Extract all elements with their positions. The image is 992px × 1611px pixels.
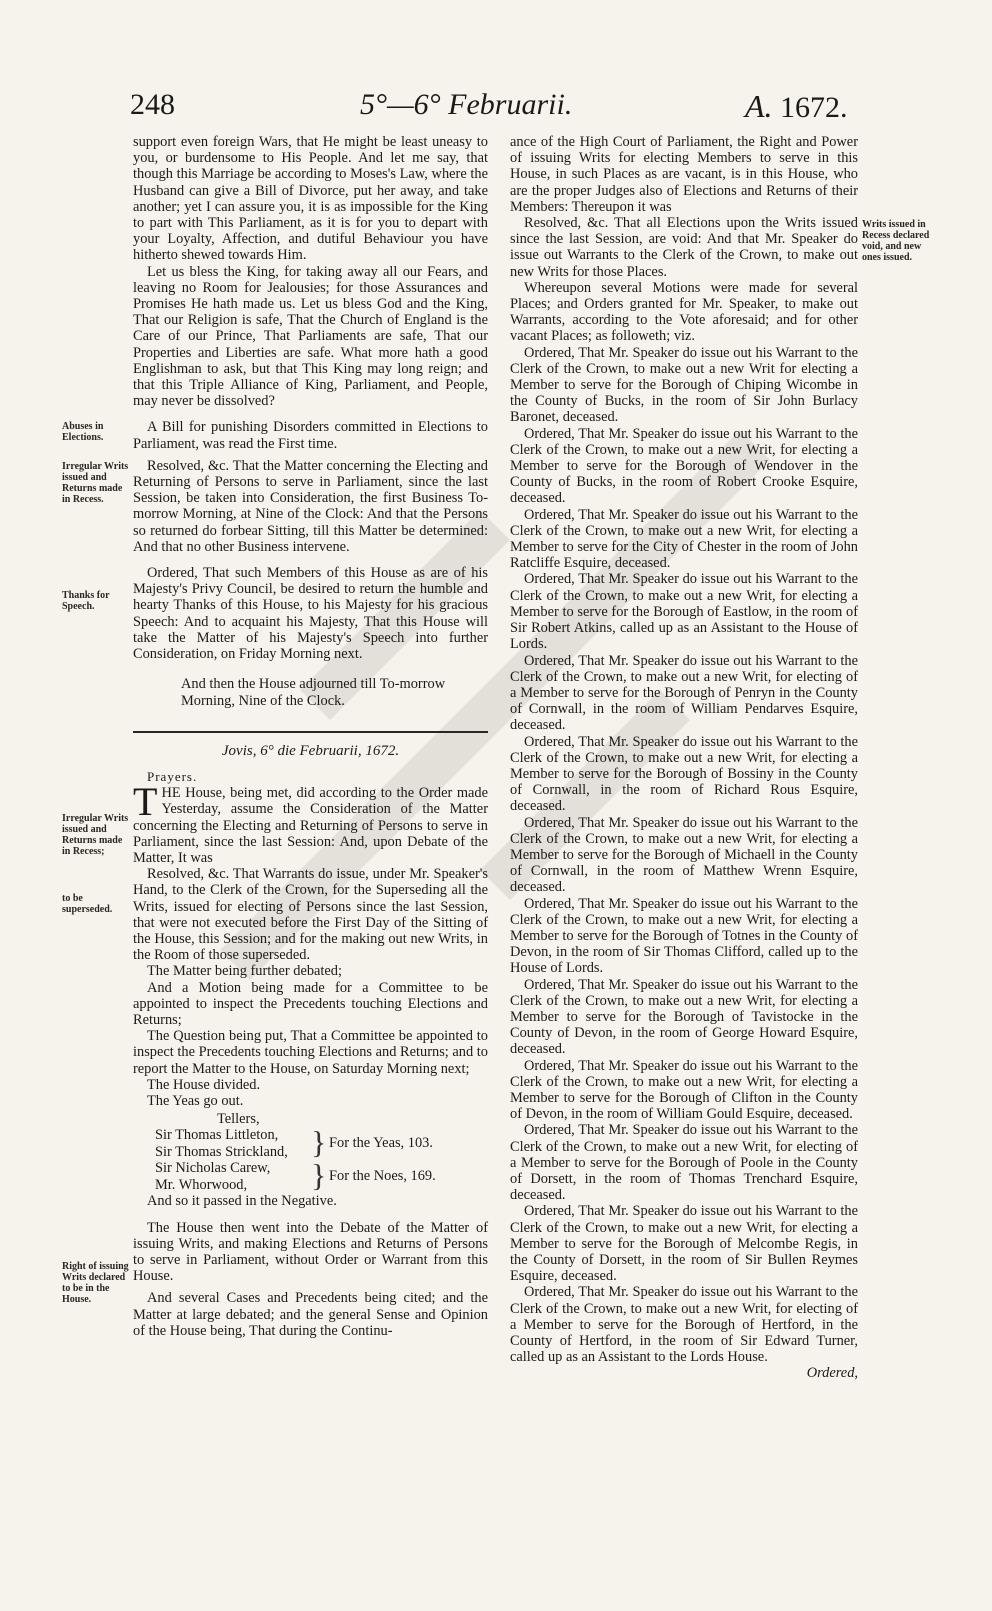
tellers-yeas — [133, 1124, 488, 1161]
prayers-heading: Prayers. — [147, 768, 198, 784]
order-entry: Ordered, That Mr. Speaker do issue out his Warrant to the Clerk of the Crown, to make out a new Writ, for electing a Member to serve for the Borough of Totnes in the County of Devon, in the room of Sir Thomas Clifford, called up to the House of Lords. — [510, 895, 858, 977]
order-entry: Ordered, That Mr. Speaker do issue out his Warrant to the Clerk of the Crown, to make out a new Writ, for electing a Member to serve for the Borough of Melcombe Regis, in the County of Dorsett, in the room of Sir Bullen Reymes Esquire, deceased. — [510, 1203, 858, 1285]
paragraph: The Yeas go out. — [147, 1092, 244, 1109]
paragraph: Resolved, &c. That Warrants do issue, under Mr. Speaker's Hand, to the Clerk of the Crown, for the Superseding all the Writs, issued for electing of Persons since the last Session, that were not executed before the First Day of the Sitting of the House, this Session; and for the making out new Writs, in the Room of those superseded. — [133, 866, 488, 964]
section-divider — [133, 731, 488, 733]
page-date-heading: 5°—6° Februarii. — [360, 88, 573, 121]
paragraph: Ordered, That such Members of this House as are of his Majesty's Privy Council, be desired to return the humble and hearty Thanks of this House, to his Majesty for his gracious Speech: And to acquaint his Majesty, That this House will take the Matter of his Majesty's Speech into further Consideration, on Friday Morning next. — [133, 565, 488, 663]
tellers-block — [133, 1111, 488, 1193]
paragraph: Resolved, &c. That the Matter concerning the Electing and Returning of Persons to serve in Parliament, since the last Session, be taken into Consideration, the first Business To-morrow Morning, at Nine of the Clock: And that the Persons so returned do forbear Sitting, till this Matter be determined: And that no other Business intervene. — [133, 457, 488, 555]
paragraph: And a Motion being made for a Committee to be appointed to inspect the Precedents touching Elections and Returns; — [133, 979, 488, 1028]
paragraph: support even foreign Wars, that He might be least uneasy to you, or burdensome to His People. And let me say, that though this Marriage be according to Moses's Law, where the Husband can give a Bill of Divorce, put her away, and take another; yet I can assure you, it is as impossible for the King to part with This Parliament, as it is for you to depart with your Loyalty, Affection, and dutiful Behaviour you have hitherto shewed towards Him. — [133, 134, 488, 264]
noes-count: For the Noes, 169. — [329, 1168, 436, 1185]
paragraph: Whereupon several Motions were made for several Places; and Orders granted for Mr. Speaker, to make out Warrants, according to the Vote aforesaid; and for other vacant Places; as followeth; viz. — [510, 279, 858, 345]
catchword: Ordered, — [806, 1365, 858, 1382]
order-entry: Ordered, That Mr. Speaker do issue out his Warrant to the Clerk of the Crown, to make out a new Writ, for electing of a Member to serve for the Borough of Penryn in the County of Cornwall, in the room of William Pendarves Esquire, deceased. — [510, 652, 858, 734]
paragraph: The Question being put, That a Committee be appointed to inspect the Precedents touching Elections and Returns; and to report the Matter to the House, on Saturday Morning next; — [133, 1028, 488, 1077]
teller-name: Sir Nicholas Carew, — [155, 1160, 271, 1177]
order-entry: Ordered, That Mr. Speaker do issue out his Warrant to the Clerk of the Crown, to make out a new Writ, for electing a Member to serve for the Borough of Clifton in the County of Devon, in the room of William Gould Esquire, deceased. — [510, 1057, 858, 1123]
margin-note-thanks: Thanks for Speech. — [62, 590, 110, 612]
margin-note-irregular-writs: Irregular Writs issued and Returns made in Recess. — [62, 461, 129, 505]
paragraph: The House then went into the Debate of the Matter of issuing Writs, and making Elections and Returns of Persons to serve in Parliament, without Order or Warrant from this House. — [133, 1219, 488, 1285]
yeas-count: For the Yeas, 103. — [329, 1135, 433, 1152]
page-header — [0, 84, 992, 130]
paragraph: The House divided. — [147, 1076, 261, 1093]
teller-name: Mr. Whorwood, — [155, 1176, 248, 1193]
paragraph: ance of the High Court of Parliament, the Right and Power of issuing Writs for electing Members to serve in this House, in such Places as are vacant, is in this House, who are the proper Judges also of Elections and Returns of their Members: Thereupon it was — [510, 134, 858, 215]
order-entry: Ordered, That Mr. Speaker do issue out his Warrant to the Clerk of the Crown, to make out a new Writ, for electing a Member to serve for the Borough of Wendover in the County of Bucks, in the room of Robert Crooke Esquire, deceased. — [510, 425, 858, 507]
margin-note-abuses: Abuses in Elections. — [62, 421, 104, 443]
right-column — [510, 134, 858, 1382]
margin-note-irregular-writs-2: Irregular Writs issued and Returns made in Recess; — [62, 813, 129, 857]
drop-cap: T — [133, 779, 158, 825]
margin-note-superseded: to be superseded. — [62, 893, 113, 915]
year-value: 1672. — [780, 91, 848, 124]
order-entry: Ordered, That Mr. Speaker do issue out his Warrant to the Clerk of the Crown, to make out a new Writ, for electing a Member to serve for the Borough of Eastlow, in the room of Sir Robert Atkins, called up as an Assistant to the House of Lords. — [510, 571, 858, 653]
paragraph — [133, 779, 488, 866]
order-entry: Ordered, That Mr. Speaker do issue out his Warrant to the Clerk of the Crown, to make out a new Writ, for electing a Member to serve for the Borough of Michaell in the County of Cornwall, in the room of Matthew Wrenn Esquire, deceased. — [510, 814, 858, 896]
paragraph: Let us bless the King, for taking away all our Fears, and leaving no Room for Jealousies; for those Assurances and Promises He hath made us. Let us bless God and the King, That our Religion is safe, That the Church of England is the Care of our Prince, That Parliaments are safe, That our Properties and Liberties are safe. What more hath a good Englishman to ask, but that This King may long reign; and that this Triple Alliance of King, Parliament, and People, may never be dissolved? — [133, 263, 488, 410]
brace-icon: } — [311, 1124, 327, 1161]
day-heading: Jovis, 6° die Februarii, 1672. — [221, 742, 400, 759]
paragraph: And so it passed in the Negative. — [147, 1193, 337, 1210]
paragraph: And several Cases and Precedents being cited; and the Matter at large debated; and the general Sense and Opinion of the House being, That during the Continu- — [133, 1290, 488, 1339]
brace-icon: } — [311, 1157, 327, 1194]
page-number: 248 — [130, 88, 175, 121]
margin-note-writs-void: Writs issued in Recess declared void, and new ones issued. — [862, 219, 930, 263]
teller-name: Sir Thomas Strickland, — [155, 1143, 288, 1160]
teller-name: Sir Thomas Littleton, — [155, 1127, 279, 1144]
order-entry: Ordered, That Mr. Speaker do issue out his Warrant to the Clerk of the Crown, to make out a new Writ, for electing a Member to serve for the City of Chester in the room of John Ratcliffe Esquire, deceased. — [510, 506, 858, 572]
year-prefix: A. — [745, 88, 773, 124]
paragraph-text: HE House, being met, did according to the Order made Yesterday, assume the Consideration of the Matter concerning the Electing and Returning of Persons to serve in Parliament, since the last Session: And, upon Debate of the Matter, It was — [133, 785, 488, 866]
margin-note-right-of-issuing: Right of issuing Writs declared to be in the House. — [62, 1261, 129, 1305]
paragraph: The Matter being further debated; — [147, 963, 342, 980]
paragraph: Resolved, &c. That all Elections upon the Writs issued since the last Session, are void: And that Mr. Speaker do issue out Warrants to the Clerk of the Crown, to make out new Writs for those Places. — [510, 215, 858, 280]
order-entry: Ordered, That Mr. Speaker do issue out his Warrant to the Clerk of the Crown, to make out a new Writ for electing a Member to serve for the Borough of Chiping Wicombe in the County of Bucks, in the room of Sir John Burlacy Baronet, deceased. — [510, 344, 858, 426]
paragraph: A Bill for punishing Disorders committed in Elections to Parliament, was read the First time. — [133, 419, 488, 452]
adjournment-note: And then the House adjourned till To-morrow Morning, Nine of the Clock. — [181, 676, 446, 709]
tellers-heading: Tellers, — [217, 1111, 260, 1128]
page-year — [745, 88, 848, 125]
left-column — [133, 134, 488, 1339]
order-entry: Ordered, That Mr. Speaker do issue out his Warrant to the Clerk of the Crown, to make out a new Writ, for electing of a Member to serve for the Borough of Poole in the County of Dorsett, in the room of Thomas Trenchard Esquire, deceased. — [510, 1122, 858, 1204]
order-entry: Ordered, That Mr. Speaker do issue out his Warrant to the Clerk of the Crown, to make out a new Writ, for electing a Member to serve for the Borough of Tavistocke in the County of Devon, in the room of George Howard Esquire, deceased. — [510, 976, 858, 1058]
order-entry: Ordered, That Mr. Speaker do issue out his Warrant to the Clerk of the Crown, to make out a new Writ, for electing of a Member to serve for the Borough of Hertford, in the County of Hertford, in the room of Sir Edward Turner, called up as an Assistant to the Lords House. — [510, 1284, 858, 1366]
tellers-noes — [133, 1157, 488, 1194]
order-entry: Ordered, That Mr. Speaker do issue out his Warrant to the Clerk of the Crown, to make out a new Writ, for electing a Member to serve for the Borough of Bossiny in the County of Cornwall, in the room of Richard Rous Esquire, deceased. — [510, 733, 858, 815]
